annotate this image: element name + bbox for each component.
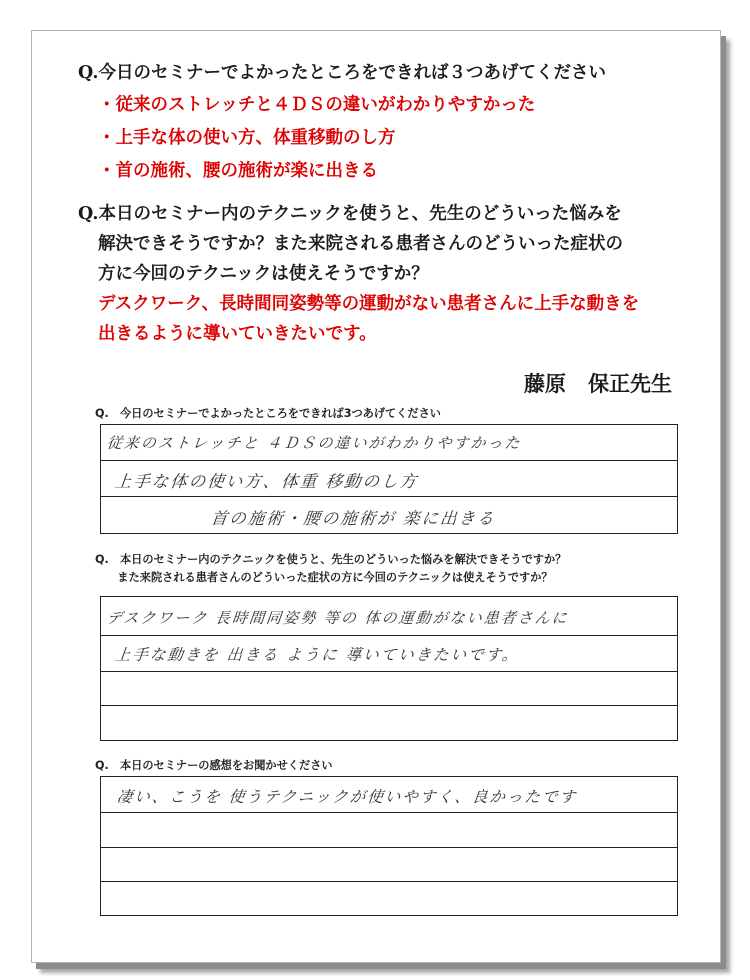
- q1-question: Q.今日のセミナーでよかったところをできれば３つあげてください: [78, 63, 606, 83]
- q2-question-line-3: 方に今回のテクニックは使えそうですか？: [98, 264, 429, 284]
- form-q1-label: Q. 今日のセミナーでよかったところをできれば3つあげてください: [95, 407, 441, 420]
- form-q2-label-2: また来院される患者さんのどういった症状の方に今回のテクニックは使えそうですか？: [95, 571, 553, 584]
- q1-answer-3: ・首の施術、腰の施術が楽に出きる: [98, 161, 378, 181]
- form-q2-box: [100, 596, 678, 741]
- form-row-divider: [101, 705, 677, 706]
- signature: [524, 368, 672, 398]
- form-row-divider: [101, 460, 677, 461]
- form-q3-box: [100, 776, 678, 916]
- form-q2-hand-1: デスクワーク 長時間同姿勢 等の 体の運動がない患者さんに: [106, 609, 570, 627]
- form-q1-hand-2: 上手な体の使い方、体重 移動のし方: [113, 472, 420, 491]
- q1-answer-1: ・従来のストレッチと４ＤＳの違いがわかりやすかった: [98, 95, 536, 115]
- form-row-divider: [101, 671, 677, 672]
- form-q1-box: [100, 424, 678, 534]
- form-row-divider: [101, 635, 677, 636]
- q2-answer-line-1: デスクワーク、長時間同姿勢等の運動がない患者さんに上手な動きを: [98, 294, 640, 314]
- signature-title: 保正先生: [588, 371, 672, 396]
- form-row-divider: [101, 812, 677, 813]
- form-row-divider: [101, 847, 677, 848]
- form-row-divider: [101, 881, 677, 882]
- form-q2-hand-2: 上手な動きを 出きる ように 導いていきたいです。: [113, 646, 521, 664]
- q2-question-line-1: Q.本日のセミナー内のテクニックを使うと、先生のどういった悩みを: [78, 204, 622, 224]
- q2-answer-line-2: 出きるように導いていきたいです。: [98, 324, 377, 344]
- form-row-divider: [101, 496, 677, 497]
- form-q2-label-1: Q. 本日のセミナー内のテクニックを使うと、先生のどういった悩みを解決できそうですか？: [95, 553, 567, 566]
- q1-answer-2: ・上手な体の使い方、体重移動のし方: [98, 128, 396, 148]
- q2-question-line-2: 解決できそうですか？また来院される患者さんのどういった症状の: [98, 234, 623, 254]
- form-q1-hand-1: 従来のストレッチと ４ＤＳの違いがわかりやすかった: [106, 434, 523, 452]
- form-q1-hand-3: 首の施術・腰の施術が 楽に出きる: [209, 509, 497, 528]
- signature-name: 藤原: [524, 371, 566, 396]
- form-q3-hand: 凄い、こうを 使うテクニックが使いやすく、良かったです: [115, 788, 578, 806]
- survey-sheet: [31, 30, 721, 963]
- form-q3-label: Q. 本日のセミナーの感想をお聞かせください: [95, 759, 333, 772]
